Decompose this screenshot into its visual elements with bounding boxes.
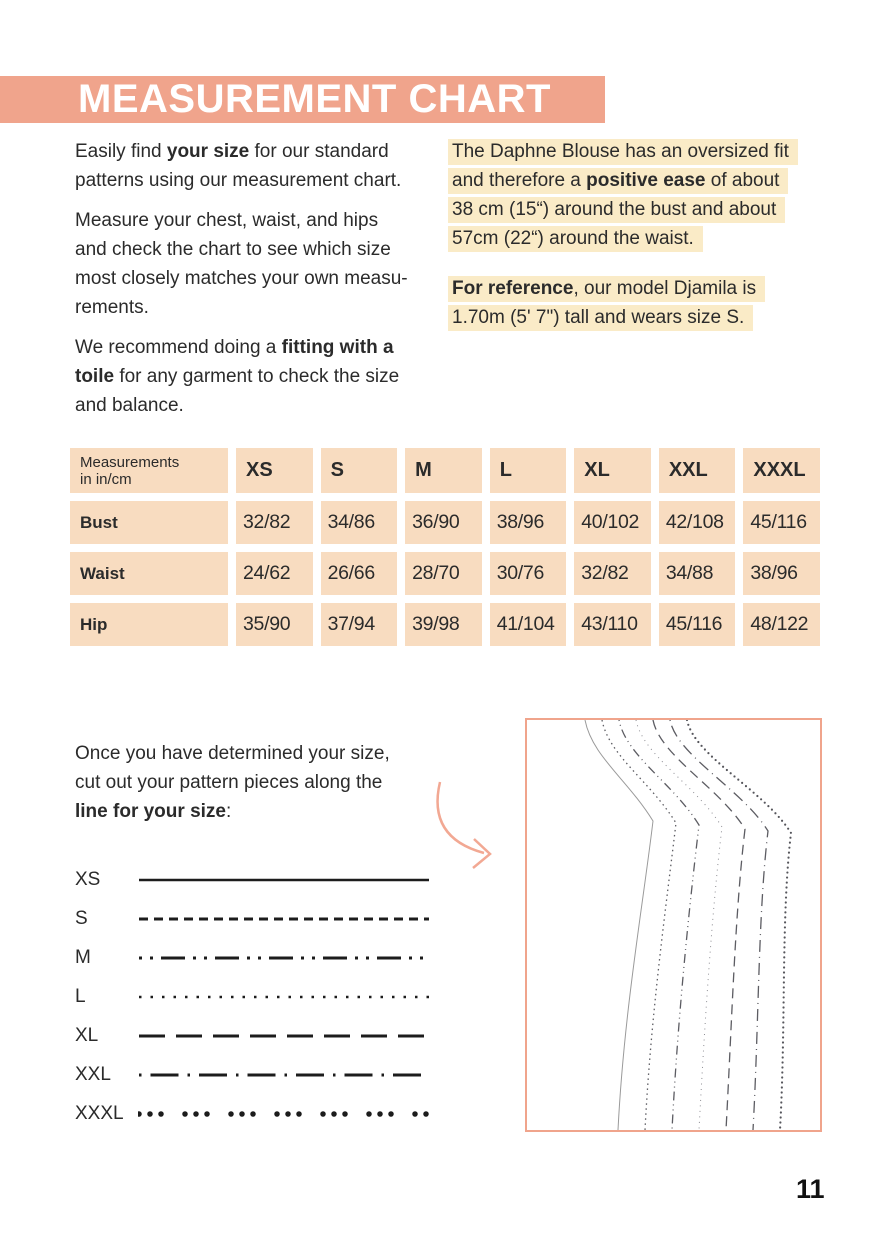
paragraph	[75, 206, 450, 322]
size-label: L	[75, 986, 86, 1007]
size-label: S	[75, 908, 88, 929]
text: 57cm (22“) around the waist.	[452, 228, 694, 249]
size-line-sample	[138, 913, 430, 925]
measurement-value-cell: 32/82	[574, 552, 651, 595]
size-column-header: L	[490, 448, 567, 493]
size-column-header: XS	[236, 448, 313, 493]
measurement-value-cell: 40/102	[574, 501, 651, 544]
text-line	[75, 797, 390, 826]
text-line	[75, 293, 450, 322]
highlighted-text	[448, 168, 788, 194]
text: most closely matches your own measu-	[75, 268, 408, 289]
size-line-row	[75, 905, 435, 933]
text-line	[75, 739, 390, 768]
text: patterns using our measurement chart.	[75, 170, 402, 191]
text-line	[448, 274, 828, 303]
size-line-row	[75, 866, 435, 894]
table-row	[70, 552, 820, 595]
page-title-band	[0, 76, 605, 123]
measurement-value-cell: 42/108	[659, 501, 736, 544]
size-label: XXXL	[75, 1103, 124, 1124]
text-line	[75, 333, 450, 362]
measurement-value-cell: 35/90	[236, 603, 313, 646]
text-line	[75, 166, 450, 195]
page-number: 11	[796, 1174, 825, 1204]
text-line	[75, 264, 450, 293]
text-line	[448, 166, 828, 195]
text: The Daphne Blouse has an oversized fit	[452, 141, 789, 162]
text-line	[75, 391, 450, 420]
text: , our model Djamila is	[573, 278, 757, 299]
highlighted-text	[448, 305, 753, 331]
measurement-value-cell: 34/88	[659, 552, 736, 595]
measurement-value-cell: 45/116	[743, 501, 820, 544]
size-line-sample	[138, 991, 430, 1003]
measurement-value-cell: 28/70	[405, 552, 482, 595]
highlighted-text	[448, 197, 785, 223]
text-line	[448, 195, 828, 224]
size-line-sample	[138, 952, 430, 964]
bold-text: line for your size	[75, 801, 226, 822]
intro-right-column	[448, 137, 828, 353]
measurement-value-cell: 37/94	[321, 603, 398, 646]
measurement-value-cell: 43/110	[574, 603, 651, 646]
measurement-value-cell: 38/96	[490, 501, 567, 544]
text: for any garment to check the size	[114, 366, 400, 387]
text-line	[75, 768, 390, 797]
pattern-lines-svg	[527, 720, 820, 1130]
text-line	[448, 137, 828, 166]
size-line-sample	[138, 874, 430, 886]
measurement-value-cell: 38/96	[743, 552, 820, 595]
measurement-value-cell: 32/82	[236, 501, 313, 544]
text-line	[448, 303, 828, 332]
text: and therefore a	[452, 170, 587, 191]
measurement-row-label: Hip	[70, 603, 228, 646]
measurement-table	[62, 440, 828, 654]
size-line-sample	[138, 1069, 430, 1081]
text: Once you have determined your size,	[75, 743, 390, 764]
curved-arrow-icon	[424, 778, 519, 878]
measurement-value-cell: 26/66	[321, 552, 398, 595]
text: cut out your pattern pieces along the	[75, 772, 383, 793]
cut-instructions	[75, 739, 390, 837]
paragraph	[75, 137, 450, 195]
page-title: MEASUREMENT CHART	[78, 77, 551, 121]
highlighted-text	[448, 226, 703, 252]
bold-text: positive ease	[586, 170, 706, 191]
measurement-value-cell: 45/116	[659, 603, 736, 646]
text: 1.70m (5' 7") tall and wears size S.	[452, 307, 745, 328]
size-line-row	[75, 944, 435, 972]
size-column-header: XL	[574, 448, 651, 493]
text-line	[448, 224, 828, 253]
text-line	[75, 206, 450, 235]
measurement-value-cell: 34/86	[321, 501, 398, 544]
measurement-row-label: Bust	[70, 501, 228, 544]
size-line-sample	[138, 1108, 430, 1120]
measurement-value-cell: 36/90	[405, 501, 482, 544]
size-column-header: M	[405, 448, 482, 493]
text-line	[75, 235, 450, 264]
measurement-value-cell: 24/62	[236, 552, 313, 595]
text: We recommend doing a	[75, 337, 282, 358]
size-line-row	[75, 983, 435, 1011]
size-line-row	[75, 1061, 435, 1089]
size-label: XS	[75, 869, 101, 890]
size-line-row	[75, 1100, 435, 1128]
pattern-line-M	[619, 720, 699, 1130]
bold-text: For reference	[452, 278, 574, 299]
paragraph	[448, 137, 828, 253]
text: 38 cm (15“) around the bust and about	[452, 199, 777, 220]
text: Easily find	[75, 141, 167, 162]
table-corner-label	[70, 448, 228, 493]
size-label: XXL	[75, 1064, 111, 1085]
measurement-value-cell: 48/122	[743, 603, 820, 646]
size-label: M	[75, 947, 91, 968]
size-line-legend	[75, 866, 435, 1139]
text: and check the chart to see which size	[75, 239, 391, 260]
bold-text: fitting with a	[281, 337, 394, 358]
text: of about	[705, 170, 780, 191]
bold-text: toile	[75, 366, 115, 387]
corner-label-line: Measurements	[80, 453, 180, 471]
measurement-value-cell: 30/76	[490, 552, 567, 595]
size-column-header: XXL	[659, 448, 736, 493]
text: for our standard	[249, 141, 389, 162]
table-row	[70, 603, 820, 646]
size-column-header: XXXL	[743, 448, 820, 493]
size-line-row	[75, 1022, 435, 1050]
size-column-header: S	[321, 448, 398, 493]
text: and balance.	[75, 395, 184, 416]
pattern-line-XXL	[670, 720, 768, 1130]
table-row	[70, 501, 820, 544]
text-line	[75, 137, 450, 166]
text-line	[75, 362, 450, 391]
intro-left-column	[75, 137, 450, 431]
size-label: XL	[75, 1025, 99, 1046]
table-header-row	[70, 448, 820, 493]
highlighted-text	[448, 139, 798, 165]
measurement-row-label: Waist	[70, 552, 228, 595]
text: Measure your chest, waist, and hips	[75, 210, 379, 231]
paragraph	[75, 739, 390, 826]
paragraph	[448, 274, 828, 332]
corner-label-line: in in/cm	[80, 470, 132, 488]
size-line-sample	[138, 1030, 430, 1042]
measurement-value-cell: 41/104	[490, 603, 567, 646]
text: :	[225, 801, 232, 822]
pattern-line-XL	[653, 720, 745, 1130]
pattern-illustration	[525, 718, 822, 1132]
measurement-value-cell: 39/98	[405, 603, 482, 646]
highlighted-text	[448, 276, 765, 302]
paragraph	[75, 333, 450, 420]
text: rements.	[75, 297, 149, 318]
bold-text: your size	[166, 141, 250, 162]
